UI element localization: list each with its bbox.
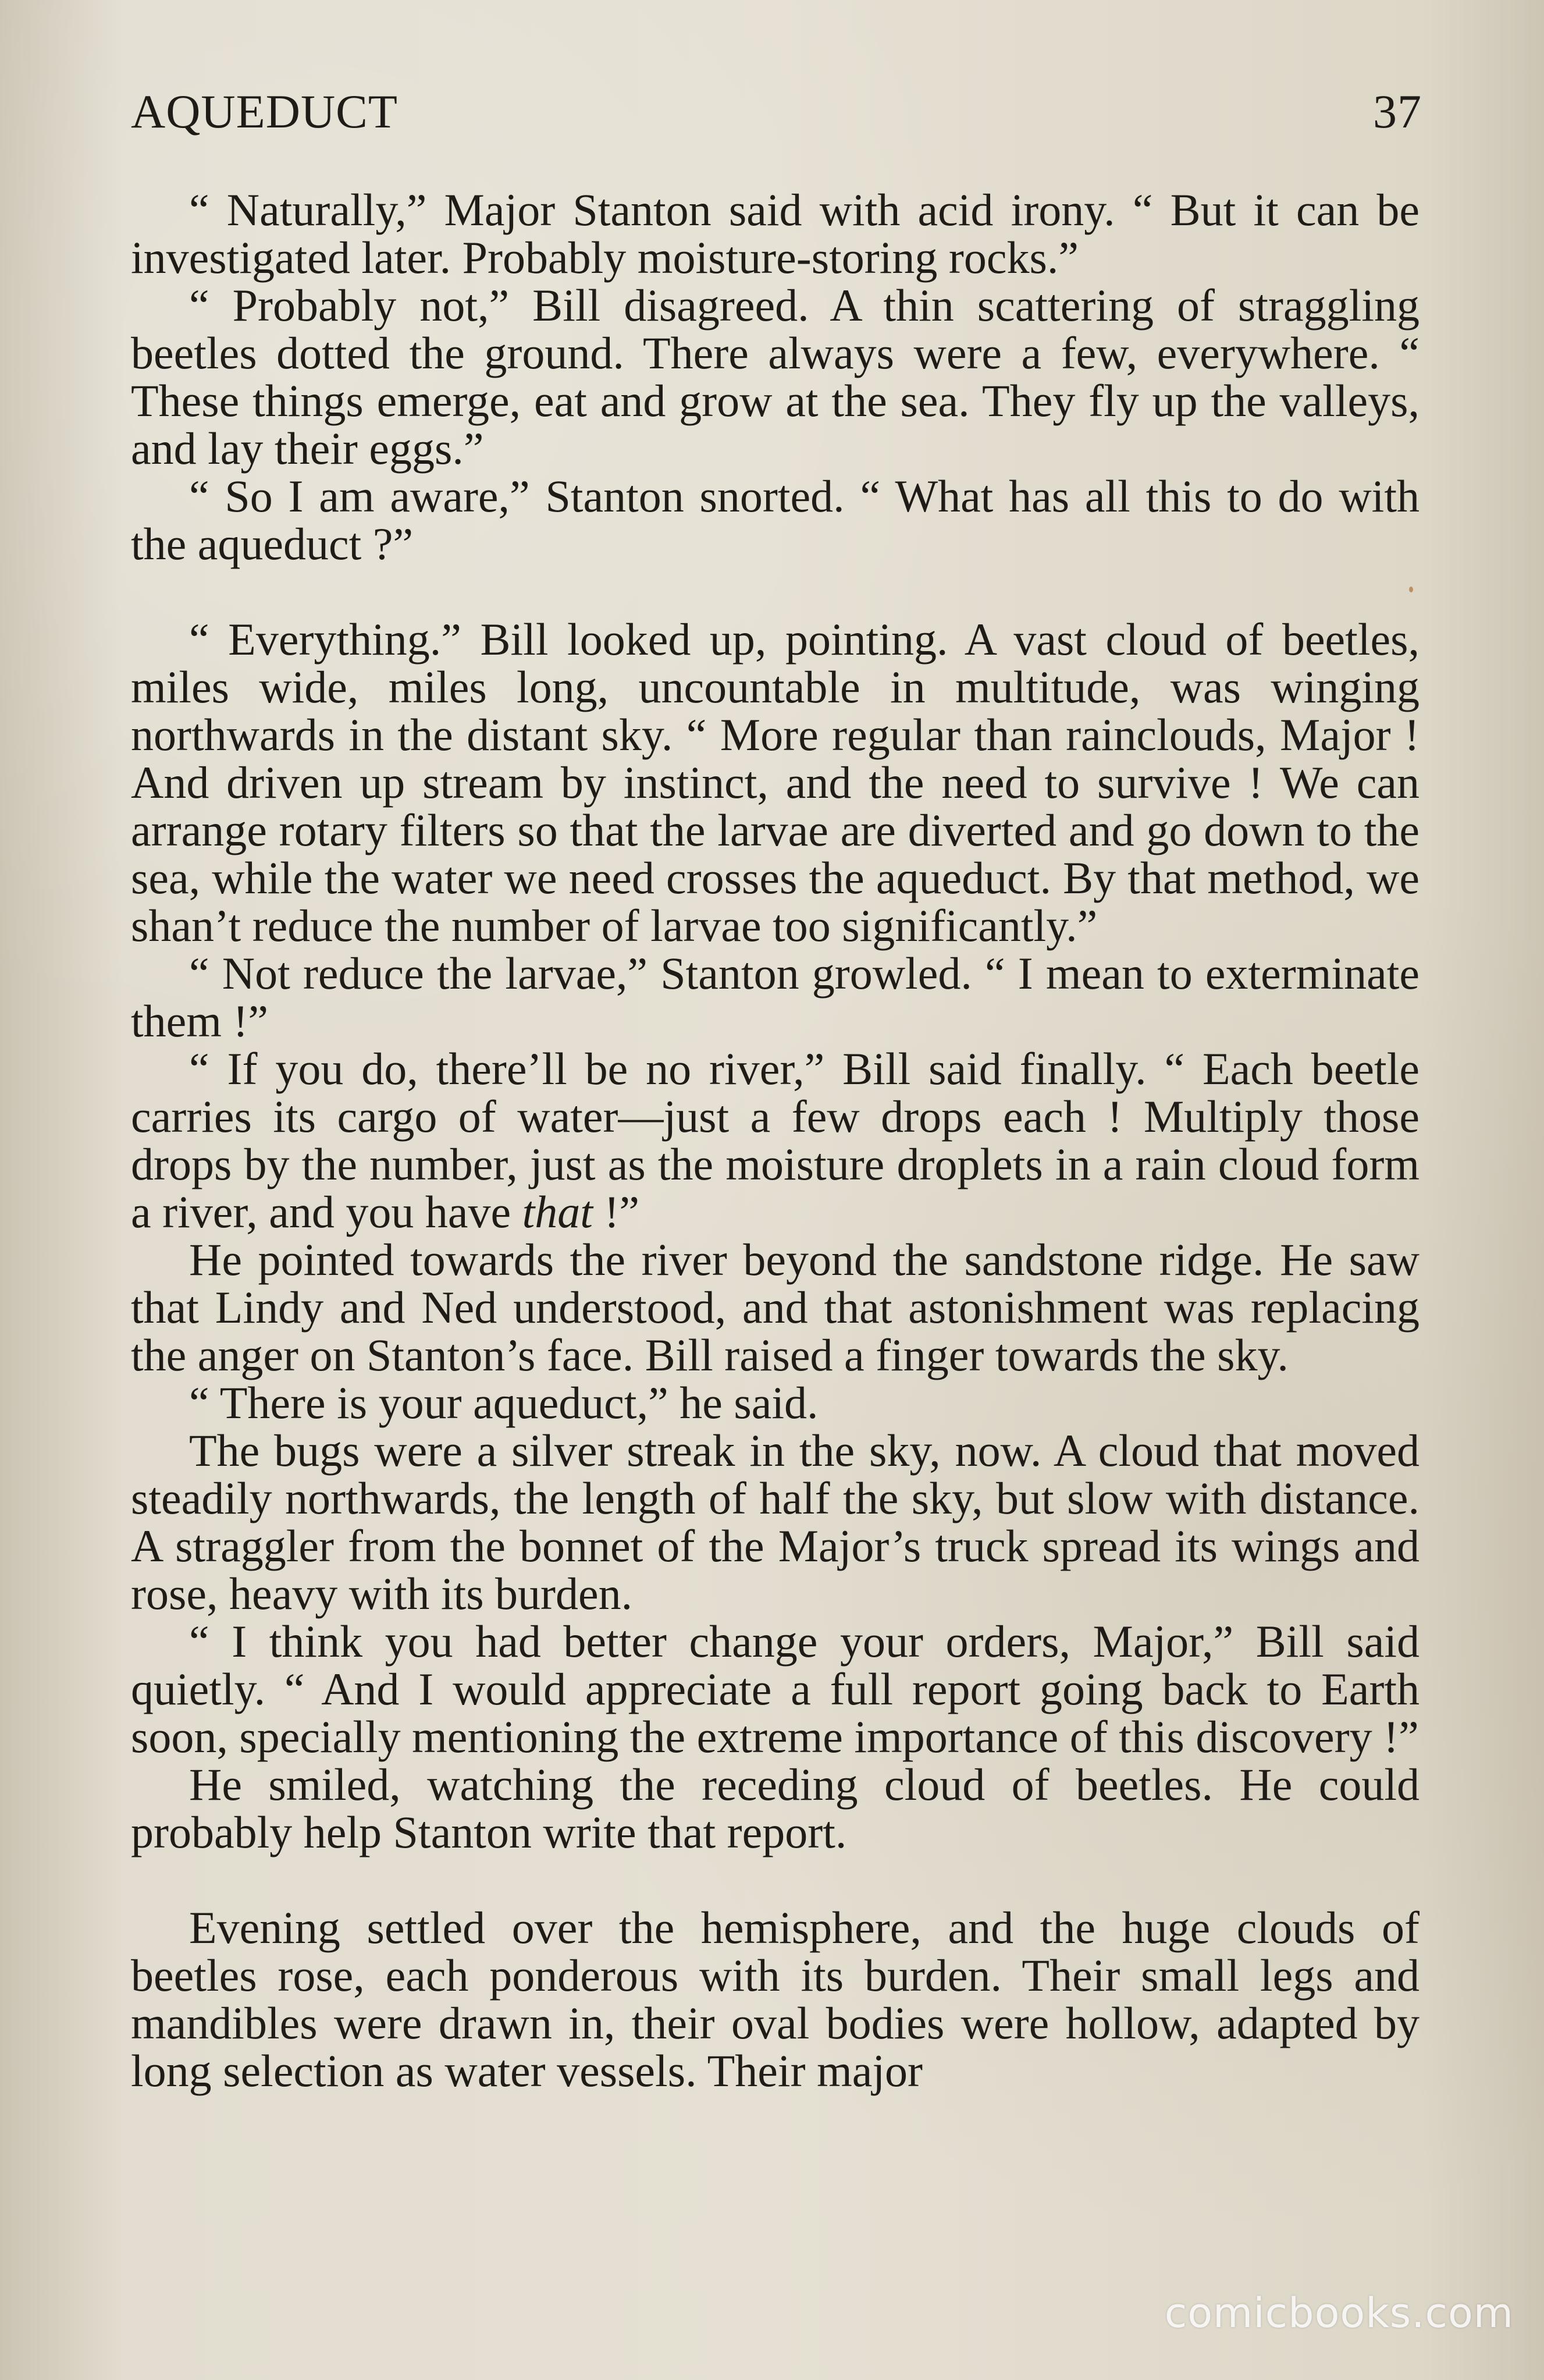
paragraph-3: “ So I am aware,” Stanton snorted. “ What has all this to do with the aqueduct ?” <box>131 471 1420 569</box>
page-number: 37 <box>1373 85 1422 138</box>
paragraph-2: “ Probably not,” Bill disagreed. A thin scattering of straggling beetles dotted the ground. There always were a few, everywhere. “ These things emerge, eat and grow at the sea. They fly up the valleys, and lay their eggs.” <box>131 280 1420 474</box>
paragraph-7: He pointed towards the river beyond the sandstone ridge. He saw that Lindy and Ned understood, and that astonishment was replacing the anger on Stanton’s face. Bill raised a finger towards the sky. <box>131 1234 1420 1380</box>
paragraph-9: The bugs were a silver streak in the sky, now. A cloud that moved steadily northwards, the length of half the sky, but slow with distance. A straggler from the bonnet of the Major’s truck spread its wings and rose, heavy with its burden. <box>131 1425 1420 1619</box>
running-title: AQUEDUCT <box>131 85 398 138</box>
paragraph-11: He smiled, watching the receding cloud of beetles. He could probably help Stanton write that report. <box>131 1759 1420 1857</box>
paragraph-8: “ There is your aqueduct,” he said. <box>189 1377 819 1428</box>
paragraph-12: Evening settled over the hemisphere, and the huge clouds of beetles rose, each ponderous with its burden. Their small legs and mandibles were drawn in, their oval bodies were hollow, adapted by long selection as water vessels. Their major <box>131 1902 1420 2096</box>
emphasis-text: that <box>522 1187 593 1237</box>
paragraph-6-start: “ If you do, there’ll be no river,” Bill said finally. “ Each beetle carries its cargo of water—just a few drops each ! Multiply those drops by the number, just as the moisture droplets in a rain cloud form a river, and you have <box>131 1043 1420 1237</box>
paragraph-10: “ I think you had better change your orders, Major,” Bill said quietly. “ And I would appreciate a full report going back to Earth soon, specially mentioning the extreme importance of this discovery !” <box>131 1616 1420 1762</box>
paragraph-4: “ Everything.” Bill looked up, pointing. A vast cloud of beetles, miles wide, miles long, uncountable in multitude, was winging northwards in the distant sky. “ More regular than rainclouds, Major ! And driven up stream by instinct, and the need to survive ! We can arrange rotary filters so that the larvae are diverted and go down to the sea, while the water we need crosses the aqueduct. By that method, we shan’t reduce the number of larvae too significantly.” <box>131 614 1420 951</box>
paragraph-6-end: !” <box>592 1187 640 1237</box>
paragraph-1: “ Naturally,” Major Stanton said with acid irony. “ But it can be investigated later. Probably moisture-storing rocks.” <box>131 184 1420 283</box>
paragraph-5: “ Not reduce the larvae,” Stanton growled. “ I mean to exterminate them !” <box>131 948 1420 1046</box>
paragraph-6 <box>131 1045 1420 1236</box>
paper-speck <box>1409 587 1413 592</box>
body-text <box>131 186 1420 2095</box>
watermark: comicbooks.com <box>1164 2289 1514 2337</box>
page-header <box>131 84 1422 148</box>
